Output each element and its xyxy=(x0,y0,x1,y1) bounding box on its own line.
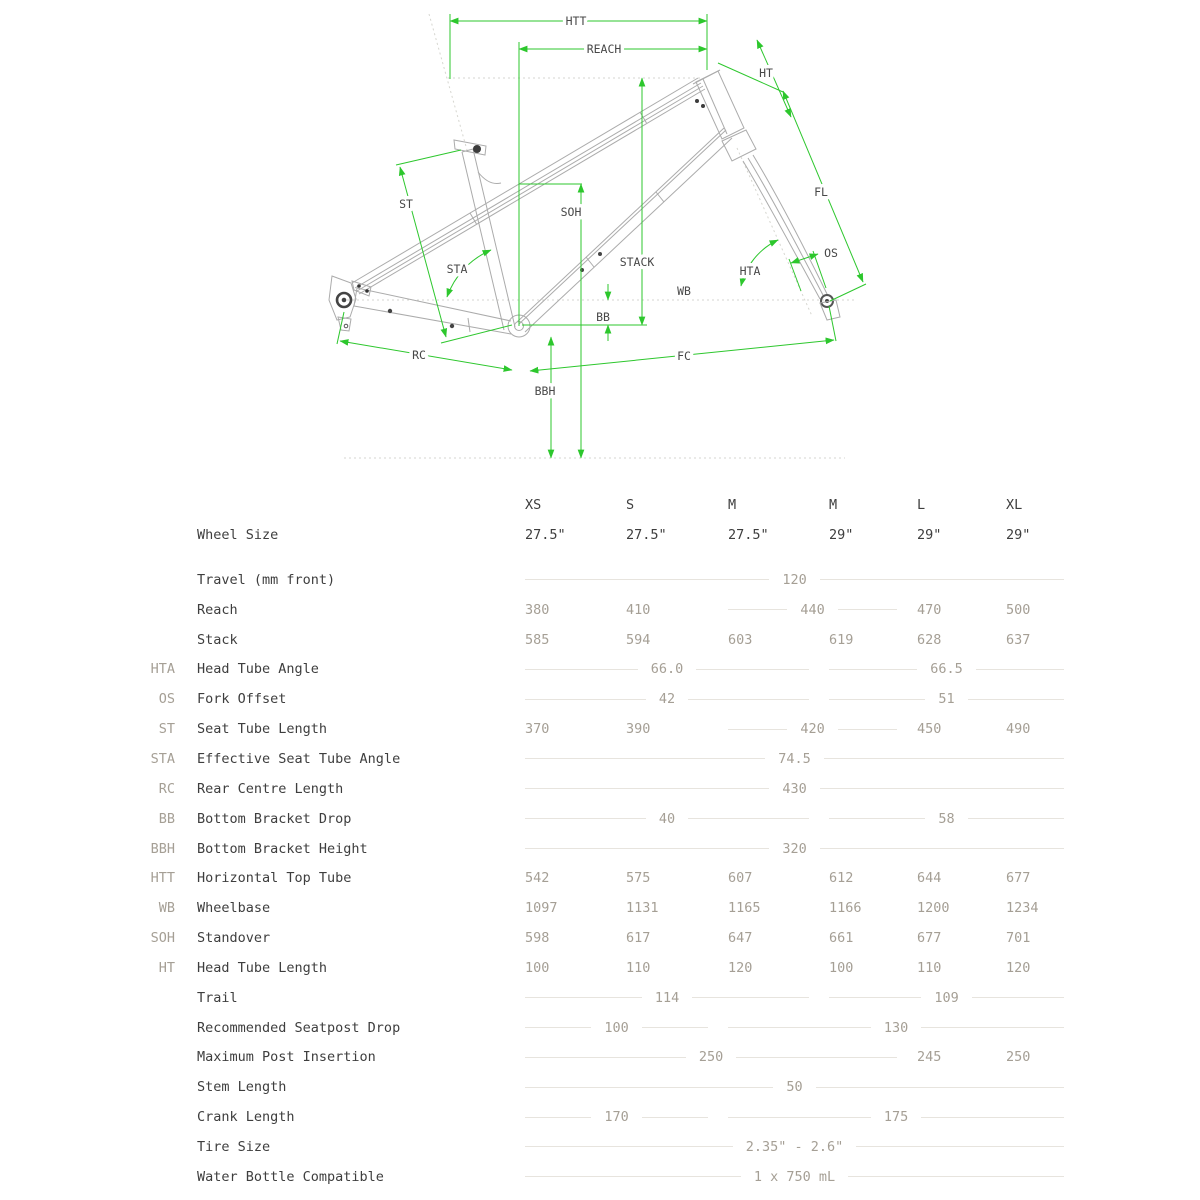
geometry-value: 575 xyxy=(626,870,651,887)
size-column-header: M xyxy=(728,497,737,513)
row-label: Effective Seat Tube Angle xyxy=(197,750,401,767)
ht-label: HT xyxy=(759,66,773,80)
row-label: Bottom Bracket Drop xyxy=(197,810,352,827)
row-label: Stack xyxy=(197,631,238,648)
brake-bolt xyxy=(357,284,361,288)
geometry-value-span: 66.5 xyxy=(829,661,1064,677)
geometry-value: 245 xyxy=(917,1049,942,1066)
table-row xyxy=(0,625,1200,655)
geometry-value-span: 58 xyxy=(829,811,1064,827)
size-column-header: S xyxy=(626,497,635,513)
geometry-value-span: 109 xyxy=(829,990,1064,1006)
row-abbr: OS xyxy=(158,691,175,708)
row-label: Seat Tube Length xyxy=(197,721,328,738)
table-row xyxy=(0,863,1200,893)
brake-bolt xyxy=(365,289,369,293)
geometry-value-span: 74.5 xyxy=(525,751,1064,767)
seat-cluster-gusset xyxy=(478,172,501,184)
fl-label: FL xyxy=(814,185,828,199)
stack-label: STACK xyxy=(619,255,655,269)
geometry-value: 585 xyxy=(525,631,550,648)
sta-label: STA xyxy=(446,262,468,276)
geometry-value: 542 xyxy=(525,870,550,887)
table-header-row xyxy=(0,490,1200,520)
size-column-header: M xyxy=(829,497,838,513)
geometry-value-span: 51 xyxy=(829,691,1064,707)
geometry-value: 390 xyxy=(626,721,651,738)
row-label: Head Tube Length xyxy=(197,959,328,976)
row-label: Rear Centre Length xyxy=(197,780,344,797)
geometry-value: 619 xyxy=(829,631,854,648)
table-row xyxy=(0,983,1200,1013)
bottle-boss xyxy=(598,252,602,256)
table-row xyxy=(0,923,1200,953)
cable-port xyxy=(701,104,705,108)
table-row xyxy=(0,1043,1200,1073)
st-label: ST xyxy=(399,197,413,211)
geometry-value-span: 440 xyxy=(728,602,917,618)
geometry-value: 470 xyxy=(917,601,942,618)
table-row xyxy=(0,744,1200,774)
head-tube xyxy=(703,79,727,134)
table-row xyxy=(0,565,1200,595)
geometry-value: 628 xyxy=(917,631,942,648)
geometry-value-span: 42 xyxy=(525,691,829,707)
tube-tick xyxy=(586,257,594,267)
bb-label: BB xyxy=(596,310,610,324)
geometry-value-span: 320 xyxy=(525,841,1064,857)
os-reference xyxy=(789,259,801,291)
row-label: Standover xyxy=(197,930,271,947)
geometry-value-span: 130 xyxy=(728,1020,1064,1036)
geometry-value-span: 114 xyxy=(525,990,829,1006)
geometry-diagram xyxy=(0,0,1200,475)
geometry-value: 612 xyxy=(829,870,854,887)
row-abbr: WB xyxy=(158,900,175,917)
row-abbr: HT xyxy=(158,959,175,976)
fc-label: FC xyxy=(677,349,691,363)
geometry-value: 370 xyxy=(525,721,550,738)
row-label: Maximum Post Insertion xyxy=(197,1049,376,1066)
row-abbr: STA xyxy=(150,750,175,767)
rc-label: RC xyxy=(412,348,426,362)
geometry-value: 27.5" xyxy=(728,527,769,543)
row-label: Stem Length xyxy=(197,1079,287,1096)
rc-dimension xyxy=(340,341,512,370)
geometry-value: 490 xyxy=(1006,721,1031,738)
geometry-value-span: 120 xyxy=(525,572,1064,588)
row-label: Trail xyxy=(197,989,238,1006)
table-row xyxy=(0,834,1200,864)
extension-tick xyxy=(830,284,866,301)
table-row xyxy=(0,804,1200,834)
geometry-value: 607 xyxy=(728,870,753,887)
geometry-value: 100 xyxy=(525,959,550,976)
geometry-value: 1234 xyxy=(1006,900,1039,917)
soh-label: SOH xyxy=(560,205,582,219)
row-abbr: RC xyxy=(158,780,175,797)
geometry-value-span: 420 xyxy=(728,721,917,737)
os-label: OS xyxy=(824,246,838,260)
row-abbr: HTT xyxy=(150,870,175,887)
down-tube xyxy=(525,138,732,332)
seatpost-clamp xyxy=(454,140,486,155)
table-row xyxy=(0,1162,1200,1192)
row-abbr: BBH xyxy=(150,840,175,857)
geometry-value: 644 xyxy=(917,870,942,887)
geometry-value: 450 xyxy=(917,721,942,738)
table-row xyxy=(0,1013,1200,1043)
hta-angle-arc xyxy=(741,240,778,286)
geometry-value-span: 250 xyxy=(525,1049,917,1065)
row-abbr: HTA xyxy=(150,661,175,678)
cable-port xyxy=(695,99,699,103)
geometry-value: 647 xyxy=(728,930,753,947)
table-row xyxy=(0,1072,1200,1102)
bbh-label: BBH xyxy=(534,384,556,398)
extension-tick xyxy=(829,306,836,341)
geometry-value: 110 xyxy=(917,959,942,976)
hta-label: HTA xyxy=(739,264,761,278)
row-label: Wheelbase xyxy=(197,900,271,917)
geometry-value: 27.5" xyxy=(525,527,566,543)
seat-tube xyxy=(462,152,504,330)
htt-label: HTT xyxy=(565,14,587,28)
fork-leg xyxy=(753,155,828,296)
geometry-value-span: 175 xyxy=(728,1109,1064,1125)
size-column-header: XL xyxy=(1006,497,1023,513)
geometry-value: 27.5" xyxy=(626,527,667,543)
rear-axle xyxy=(342,298,347,303)
os-dimension xyxy=(791,254,818,263)
tube-tick xyxy=(656,192,664,202)
fork-crown xyxy=(722,130,756,161)
geometry-value-span: 50 xyxy=(525,1079,1064,1095)
chainstay-bolt xyxy=(388,309,392,313)
reach-label: REACH xyxy=(586,42,622,56)
geometry-value: 100 xyxy=(829,959,854,976)
geometry-value: 500 xyxy=(1006,601,1031,618)
geometry-value: 1131 xyxy=(626,900,659,917)
down-tube xyxy=(519,130,726,324)
row-label: Water Bottle Compatible xyxy=(197,1168,384,1185)
down-tube xyxy=(517,128,724,322)
geometry-value: 29" xyxy=(1006,527,1031,543)
geometry-value: 120 xyxy=(728,959,753,976)
row-abbr: BB xyxy=(158,810,175,827)
row-label: Head Tube Angle xyxy=(197,661,319,678)
table-row xyxy=(0,1102,1200,1132)
row-label: Crank Length xyxy=(197,1109,295,1126)
geometry-value-span: 1 x 750 mL xyxy=(525,1169,1064,1185)
row-label: Tire Size xyxy=(197,1138,271,1155)
row-label: Fork Offset xyxy=(197,691,287,708)
geometry-value: 29" xyxy=(829,527,854,543)
geometry-value: 29" xyxy=(917,527,942,543)
st-dimension xyxy=(400,167,446,337)
geometry-value-span: 170 xyxy=(525,1109,728,1125)
head-tube-top-cap xyxy=(693,70,720,84)
geometry-value: 1200 xyxy=(917,900,950,917)
geometry-value: 410 xyxy=(626,601,651,618)
geometry-value-span: 430 xyxy=(525,781,1064,797)
clamp-bolt xyxy=(473,145,481,153)
table-row xyxy=(0,595,1200,625)
geometry-value: 1165 xyxy=(728,900,761,917)
geometry-value: 1166 xyxy=(829,900,862,917)
geometry-value: 120 xyxy=(1006,959,1031,976)
reference-lines xyxy=(337,14,856,458)
geometry-value: 110 xyxy=(626,959,651,976)
tube-tick xyxy=(468,318,470,332)
geometry-value: 594 xyxy=(626,631,651,648)
row-label: Bottom Bracket Height xyxy=(197,840,368,857)
geometry-value: 1097 xyxy=(525,900,558,917)
table-gap xyxy=(0,550,1200,565)
geometry-value: 677 xyxy=(917,930,942,947)
geometry-value: 250 xyxy=(1006,1049,1031,1066)
table-row xyxy=(0,953,1200,983)
table-row xyxy=(0,774,1200,804)
fork-leg xyxy=(743,161,820,299)
geometry-value: 661 xyxy=(829,930,854,947)
table-row xyxy=(0,684,1200,714)
chainstay xyxy=(354,306,511,334)
chainstay-bolt xyxy=(450,324,454,328)
table-row xyxy=(0,893,1200,923)
geometry-value: 637 xyxy=(1006,631,1031,648)
hanger-bolt xyxy=(344,324,348,328)
table-row xyxy=(0,520,1200,550)
row-abbr: SOH xyxy=(150,930,175,947)
wb-label: WB xyxy=(677,284,691,298)
table-row xyxy=(0,1132,1200,1162)
row-label: Reach xyxy=(197,601,238,618)
geometry-value-span: 66.0 xyxy=(525,661,829,677)
geometry-value: 617 xyxy=(626,930,651,947)
row-label: Horizontal Top Tube xyxy=(197,870,352,887)
geometry-table xyxy=(0,490,1200,1192)
size-column-header: XS xyxy=(525,497,542,513)
geometry-value: 701 xyxy=(1006,930,1031,947)
size-column-header: L xyxy=(917,497,926,513)
table-row xyxy=(0,714,1200,744)
geometry-value: 603 xyxy=(728,631,753,648)
geometry-value: 677 xyxy=(1006,870,1031,887)
row-abbr: ST xyxy=(158,721,175,738)
geometry-value: 380 xyxy=(525,601,550,618)
seat-axis-dotted-line xyxy=(429,14,467,150)
geometry-value-span: 40 xyxy=(525,811,829,827)
geometry-value-span: 100 xyxy=(525,1020,728,1036)
table-row xyxy=(0,655,1200,685)
row-label: Wheel Size xyxy=(197,527,279,543)
extension-tick xyxy=(396,150,461,165)
row-label: Travel (mm front) xyxy=(197,571,336,588)
dimension-lines xyxy=(337,14,866,458)
geometry-value: 598 xyxy=(525,930,550,947)
row-label: Recommended Seatpost Drop xyxy=(197,1019,401,1036)
geometry-value-span: 2.35" - 2.6" xyxy=(525,1139,1064,1155)
dimension-labels xyxy=(399,14,838,398)
